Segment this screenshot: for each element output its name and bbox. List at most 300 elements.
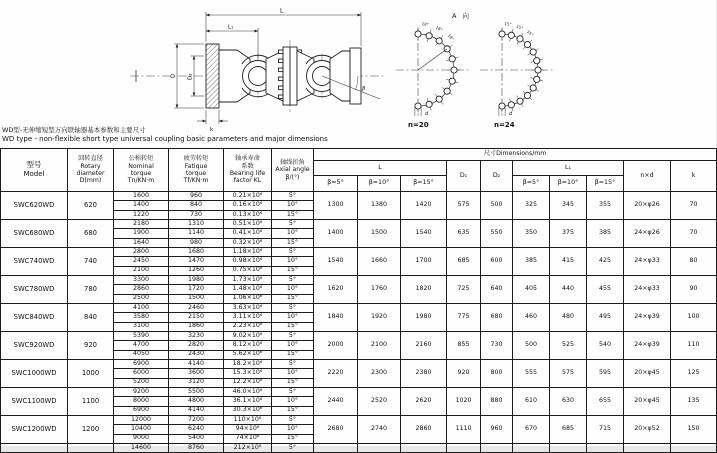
cell-D2: 680 — [481, 303, 513, 331]
cell-bearing-life: 9.02×10⁶ — [224, 331, 272, 340]
cell-nominal-torque: 5390 — [114, 331, 169, 340]
cell-nominal-torque: 2450 — [114, 257, 169, 266]
cell-axial-angle: 5° — [272, 303, 314, 312]
table-row — [1, 192, 717, 201]
cell-bearing-life: 3.11×10⁶ — [224, 313, 272, 322]
cell-diameter: 920 — [68, 331, 114, 359]
cell-fatigue-torque: 980 — [169, 238, 224, 247]
cell-L1-beta15: 495 — [587, 303, 624, 331]
table-row — [1, 387, 717, 396]
kl-header-zh1: 轴承寿命 — [235, 155, 260, 163]
cell-L-beta15: 1820 — [401, 275, 447, 303]
cell-model: SWC680WD — [1, 219, 68, 247]
cell-L1-beta5: 385 — [513, 247, 550, 275]
cell-axial-angle: 10° — [272, 285, 314, 294]
cell-axial-angle: 15° — [272, 434, 314, 443]
tn-header-zh: 公称转矩 — [128, 155, 154, 163]
cell-L1-beta5: 325 — [513, 192, 550, 220]
cell-diameter: 680 — [68, 219, 114, 247]
cell-L1-beta15: 385 — [587, 219, 624, 247]
cell-axial-angle: 15° — [272, 350, 314, 359]
cell-fatigue-torque: 960 — [169, 192, 224, 201]
cell-axial-angle: 15° — [272, 266, 314, 275]
cell-fatigue-torque: 1680 — [169, 247, 224, 256]
bolt-angle-label: 15° — [525, 28, 535, 38]
cell-empty — [481, 443, 513, 452]
cell-nxd: 20×φ45 — [624, 359, 671, 387]
right-yoke — [330, 51, 350, 101]
cell-L-beta5: 2220 — [314, 359, 358, 387]
bolt-count-label-n20: n=20 — [408, 121, 429, 129]
cell-bearing-life: 1.18×10⁶ — [224, 247, 272, 256]
cell-fatigue-torque: 1140 — [169, 229, 224, 238]
angle-header-sym: β/(°) — [285, 173, 300, 181]
cell-bearing-life: 1.06×10⁶ — [224, 294, 272, 303]
cell-L-beta10: 2100 — [358, 331, 401, 359]
cell-D2: 960 — [481, 415, 513, 443]
cell-k: 90 — [671, 275, 717, 303]
model-header-zh: 型号 — [26, 160, 42, 170]
cell-bearing-life: 46.0×10⁶ — [224, 387, 272, 396]
cell-axial-angle: 5° — [272, 359, 314, 368]
cell-nominal-torque: 8000 — [114, 397, 169, 406]
cell-k: 100 — [671, 303, 717, 331]
spec-table — [0, 148, 717, 453]
cell-L-beta10: 1920 — [358, 303, 401, 331]
cell-bearing-life: 0.75×10⁶ — [224, 266, 272, 275]
diameter-header-en1: Rotary — [80, 162, 101, 170]
cell-axial-angle: 10° — [272, 313, 314, 322]
cell-nominal-torque: 3100 — [114, 322, 169, 331]
cell-nxd: 24×φ26 — [624, 219, 671, 247]
cell-L-beta10: 1380 — [358, 192, 401, 220]
cell-fatigue-torque: 1470 — [169, 257, 224, 266]
table-row — [1, 359, 717, 368]
bolt-angle-label: 18° — [434, 24, 444, 33]
cell-nominal-torque: 12000 — [114, 415, 169, 424]
cell-nominal-torque: 2860 — [114, 285, 169, 294]
cell-L1-beta5: 670 — [513, 415, 550, 443]
cell-k: 150 — [671, 415, 717, 443]
cell-L-beta15: 1540 — [401, 219, 447, 247]
cell-D1: 685 — [447, 247, 481, 275]
diameter-header-sym: D(mm) — [79, 177, 102, 185]
cell-L1-beta5: 460 — [513, 303, 550, 331]
bolt-angle-label: 15° — [504, 20, 512, 27]
cell-D1: 635 — [447, 219, 481, 247]
title-chinese: WD型-无伸缩短型万向联轴器基本参数和主要尺寸 — [2, 126, 146, 134]
cell-model: SWC920WD — [1, 331, 68, 359]
cell-model: SWC620WD — [1, 192, 68, 220]
cell-axial-angle: 5° — [272, 387, 314, 396]
table-row — [1, 303, 717, 312]
col-header-D1: D₁ — [447, 161, 481, 192]
cell-diameter: 1100 — [68, 387, 114, 415]
k-label: k — [210, 127, 214, 133]
col-header-L1-beta10: β=10° — [550, 176, 587, 192]
cell-axial-angle: 15° — [272, 210, 314, 219]
cell-nominal-torque: 1220 — [114, 210, 169, 219]
cell-axial-angle: 10° — [272, 425, 314, 434]
cell-bearing-life: 0.32×10⁶ — [224, 238, 272, 247]
cell-fatigue-torque: 7200 — [169, 415, 224, 424]
cell-fatigue-torque: 2150 — [169, 313, 224, 322]
d-label: d — [425, 111, 429, 117]
cell-nominal-torque: 1900 — [114, 229, 169, 238]
cell-nominal-torque: 4050 — [114, 350, 169, 359]
cell-fatigue-torque: 2820 — [169, 341, 224, 350]
cell-fatigue-torque: 840 — [169, 201, 224, 210]
kl-header-zh2: 系数 — [241, 162, 254, 170]
cell-nxd: 24×φ39 — [624, 331, 671, 359]
table-row — [1, 247, 717, 256]
cell-D2: 730 — [481, 331, 513, 359]
cell-empty — [624, 443, 671, 452]
cell-L1-beta10: 375 — [550, 219, 587, 247]
cell-L-beta15: 2160 — [401, 331, 447, 359]
cell-L-beta10: 1660 — [358, 247, 401, 275]
cell-L1-beta15: 425 — [587, 247, 624, 275]
cell-D2: 640 — [481, 275, 513, 303]
cell-axial-angle: 10° — [272, 397, 314, 406]
col-header-k: k — [671, 161, 717, 192]
cell-bearing-life: 0.98×10⁶ — [224, 257, 272, 266]
cell-L-beta5: 1300 — [314, 192, 358, 220]
D2-label: D₂ — [187, 73, 194, 80]
bolt-angle-label: 18° — [421, 21, 430, 28]
cell-nxd: 20×φ26 — [624, 192, 671, 220]
cell-axial-angle: 5° — [272, 331, 314, 340]
cell-L-beta10: 2300 — [358, 359, 401, 387]
cell-diameter: 780 — [68, 275, 114, 303]
cell-fatigue-torque: 730 — [169, 210, 224, 219]
cell-model: SWC840WD — [1, 303, 68, 331]
cell-nominal-torque: 4100 — [114, 303, 169, 312]
cell-nominal-torque: 5200 — [114, 378, 169, 387]
cell-D2: 550 — [481, 219, 513, 247]
col-header-L1-beta15: β=15° — [587, 176, 624, 192]
bolt-circle-view-n20 — [396, 22, 478, 122]
col-header-L1: L₁ — [513, 161, 624, 176]
cell-L-beta15: 1980 — [401, 303, 447, 331]
cell-D1: 725 — [447, 275, 481, 303]
cell-L1-beta10: 630 — [550, 387, 587, 415]
cell-L-beta15: 1420 — [401, 192, 447, 220]
cell-D1: 775 — [447, 303, 481, 331]
cell-diameter — [68, 443, 114, 452]
cell-bearing-life: 30.3×10⁶ — [224, 406, 272, 415]
cell-empty — [401, 443, 447, 452]
cell-nxd: 24×φ39 — [624, 303, 671, 331]
cell-fatigue-torque: 1310 — [169, 219, 224, 228]
angle-header-en: Axial angle — [275, 166, 310, 174]
cell-axial-angle: 10° — [272, 341, 314, 350]
cell-nominal-torque: 1640 — [114, 238, 169, 247]
cell-D1: 1110 — [447, 415, 481, 443]
cell-nominal-torque: 10400 — [114, 425, 169, 434]
cell-D2: 880 — [481, 387, 513, 415]
cell-axial-angle: 5° — [272, 275, 314, 284]
cell-axial-angle: 5° — [272, 443, 314, 452]
center-flange-right — [290, 47, 297, 105]
cell-bearing-life: 0.41×10⁶ — [224, 229, 272, 238]
cell-nxd: 20×φ45 — [624, 387, 671, 415]
right-flange — [350, 48, 361, 104]
cell-bearing-life: 15.3×10⁶ — [224, 369, 272, 378]
cell-axial-angle: 10° — [272, 257, 314, 266]
cell-fatigue-torque: 2460 — [169, 303, 224, 312]
col-header-dimensions: 尺寸Dimensions/mm — [314, 149, 717, 161]
cell-D1: 1020 — [447, 387, 481, 415]
cell-L-beta10: 1500 — [358, 219, 401, 247]
cell-k: 80 — [671, 247, 717, 275]
col-header-nominal-torque — [114, 149, 169, 192]
bolt-angle-label: 15° — [515, 23, 525, 31]
col-header-nxd: n×d — [624, 161, 671, 192]
cell-L-beta5: 1620 — [314, 275, 358, 303]
cell-axial-angle: 15° — [272, 378, 314, 387]
cell-bearing-life: 18.2×10⁶ — [224, 359, 272, 368]
cell-axial-angle: 10° — [272, 229, 314, 238]
table-row — [1, 275, 717, 284]
D-label: D — [170, 73, 177, 78]
cell-L1-beta10: 685 — [550, 415, 587, 443]
cell-empty — [671, 443, 717, 452]
col-header-L: L — [314, 161, 447, 176]
col-header-D2: D₂ — [481, 161, 513, 192]
cell-L-beta10: 2740 — [358, 415, 401, 443]
cell-nominal-torque: 1600 — [114, 192, 169, 201]
cell-nominal-torque: 6900 — [114, 359, 169, 368]
cell-L1-beta15: 455 — [587, 275, 624, 303]
col-header-L-beta10: β=10° — [358, 176, 401, 192]
tn-header-en2: torque — [130, 170, 152, 177]
cell-L1-beta5: 405 — [513, 275, 550, 303]
table-row — [1, 415, 717, 424]
cell-model: SWC1100WD — [1, 387, 68, 415]
cell-axial-angle: 15° — [272, 322, 314, 331]
diameter-header-zh: 回转直径 — [78, 155, 103, 163]
cell-empty — [587, 443, 624, 452]
cell-axial-angle: 5° — [272, 415, 314, 424]
tn-header-en1: Nominal — [128, 162, 154, 170]
tf-header-zh: 疲劳转矩 — [183, 155, 209, 163]
cell-model — [1, 443, 68, 452]
cell-nominal-torque: 4700 — [114, 341, 169, 350]
cell-L-beta5: 2440 — [314, 387, 358, 415]
cell-nominal-torque: 2500 — [114, 294, 169, 303]
cell-axial-angle: 10° — [272, 201, 314, 210]
left-flange — [206, 44, 219, 108]
cell-diameter: 1200 — [68, 415, 114, 443]
center-flange-left — [283, 47, 290, 105]
cell-nominal-torque: 6000 — [114, 369, 169, 378]
cell-nominal-torque: 2100 — [114, 266, 169, 275]
cell-L1-beta10: 525 — [550, 331, 587, 359]
cell-D2: 800 — [481, 359, 513, 387]
cell-L-beta15: 2380 — [401, 359, 447, 387]
cell-L1-beta15: 655 — [587, 387, 624, 415]
cell-diameter: 620 — [68, 192, 114, 220]
col-header-L1-beta5: β=5° — [513, 176, 550, 192]
cell-L1-beta15: 715 — [587, 415, 624, 443]
cell-L1-beta10: 575 — [550, 359, 587, 387]
cell-nominal-torque: 1400 — [114, 201, 169, 210]
cell-k: 70 — [671, 219, 717, 247]
cell-nominal-torque: 3580 — [114, 313, 169, 322]
cell-empty — [550, 443, 587, 452]
cell-L1-beta10: 415 — [550, 247, 587, 275]
cell-model: SWC1000WD — [1, 359, 68, 387]
cell-bearing-life: 0.21×10⁶ — [224, 192, 272, 201]
L-label: L — [280, 7, 284, 15]
beta-label: β — [362, 86, 366, 92]
kl-header-en1: Bearing life — [229, 170, 266, 177]
table-header — [1, 149, 717, 192]
tf-header-sym: Tf/KN·m — [183, 177, 209, 185]
cell-nominal-torque: 9200 — [114, 387, 169, 396]
col-header-axial-angle — [272, 149, 314, 192]
cell-L1-beta15: 595 — [587, 359, 624, 387]
col-header-diameter — [68, 149, 114, 192]
cell-L-beta5: 1400 — [314, 219, 358, 247]
cell-L-beta10: 1760 — [358, 275, 401, 303]
tf-header-en2: torque — [185, 170, 207, 177]
cell-empty — [447, 443, 481, 452]
cell-diameter: 740 — [68, 247, 114, 275]
cell-L-beta15: 2860 — [401, 415, 447, 443]
cell-model: SWC1200WD — [1, 415, 68, 443]
cell-L1-beta5: 555 — [513, 359, 550, 387]
cell-fatigue-torque: 4140 — [169, 406, 224, 415]
cell-fatigue-torque: 3120 — [169, 378, 224, 387]
cell-bearing-life: 74×10⁶ — [224, 434, 272, 443]
cell-L1-beta5: 350 — [513, 219, 550, 247]
coupling-drawing — [118, 0, 392, 148]
model-header-en: Model — [23, 170, 45, 179]
cell-diameter: 1000 — [68, 359, 114, 387]
title-english: WD type - non-flexible short type universal coupling basic parameters and major dimensions — [2, 135, 328, 143]
cell-nominal-torque: 14600 — [114, 443, 169, 452]
cell-fatigue-torque: 8760 — [169, 443, 224, 452]
cell-L-beta5: 1540 — [314, 247, 358, 275]
col-header-bearing-life — [224, 149, 272, 192]
cell-fatigue-torque: 2430 — [169, 350, 224, 359]
cell-axial-angle: 5° — [272, 247, 314, 256]
cell-nominal-torque: 2800 — [114, 247, 169, 256]
cell-nxd: 24×φ33 — [624, 275, 671, 303]
cell-L1-beta15: 540 — [587, 331, 624, 359]
col-header-L-beta15: β=15° — [401, 176, 447, 192]
coupling-body — [206, 44, 361, 108]
cell-model: SWC780WD — [1, 275, 68, 303]
cell-fatigue-torque: 1860 — [169, 322, 224, 331]
L1-label: L₁ — [228, 24, 234, 31]
cell-k: 135 — [671, 387, 717, 415]
cell-axial-angle: 10° — [272, 369, 314, 378]
bolt-count-label-n24: n=24 — [494, 121, 515, 129]
view-a-label: A 向 — [452, 12, 472, 20]
col-header-model — [1, 149, 68, 192]
col-header-L-beta5: β=5° — [314, 176, 358, 192]
cell-fatigue-torque: 3230 — [169, 331, 224, 340]
cell-bearing-life: 94×10⁶ — [224, 425, 272, 434]
cell-L-beta5: 2680 — [314, 415, 358, 443]
diameter-header-en2: diameter — [76, 170, 105, 177]
table-row — [1, 331, 717, 340]
cell-fatigue-torque: 1500 — [169, 294, 224, 303]
cell-bearing-life: 0.16×10⁶ — [224, 201, 272, 210]
cell-D1: 575 — [447, 192, 481, 220]
cell-fatigue-torque: 3600 — [169, 369, 224, 378]
cell-L1-beta10: 345 — [550, 192, 587, 220]
cell-axial-angle: 15° — [272, 294, 314, 303]
cell-fatigue-torque: 4140 — [169, 359, 224, 368]
cell-diameter: 840 — [68, 303, 114, 331]
cell-D2: 600 — [481, 247, 513, 275]
cell-axial-angle: 5° — [272, 219, 314, 228]
cell-nominal-torque: 9000 — [114, 434, 169, 443]
cell-bearing-life: 1.48×10⁶ — [224, 285, 272, 294]
cell-L1-beta15: 355 — [587, 192, 624, 220]
cell-bearing-life: 0.13×10⁶ — [224, 210, 272, 219]
cell-fatigue-torque: 1980 — [169, 275, 224, 284]
cell-L-beta15: 1700 — [401, 247, 447, 275]
cell-nominal-torque: 2180 — [114, 219, 169, 228]
cell-bearing-life: 36.1×10⁶ — [224, 397, 272, 406]
cell-k: 125 — [671, 359, 717, 387]
cell-fatigue-torque: 6240 — [169, 425, 224, 434]
cell-bearing-life: 212×10⁶ — [224, 443, 272, 452]
cell-bearing-life: 2.23×10⁶ — [224, 322, 272, 331]
cell-bearing-life: 0.51×10⁶ — [224, 219, 272, 228]
cell-L1-beta10: 440 — [550, 275, 587, 303]
tn-header-sym: Tn/KN·m — [127, 177, 155, 185]
cell-k: 70 — [671, 192, 717, 220]
angle-header-zh: 轴线折角 — [280, 159, 305, 167]
cell-empty — [314, 443, 358, 452]
cell-bearing-life: 110×10⁶ — [224, 415, 272, 424]
cell-axial-angle: 5° — [272, 192, 314, 201]
cell-bearing-life: 1.73×10⁶ — [224, 275, 272, 284]
cell-D1: 855 — [447, 331, 481, 359]
cell-nxd: 20×φ52 — [624, 415, 671, 443]
cell-fatigue-torque: 1260 — [169, 266, 224, 275]
cell-L-beta5: 1840 — [314, 303, 358, 331]
cell-bearing-life: 5.62×10⁶ — [224, 350, 272, 359]
bolt-angle-label: 18° — [446, 32, 456, 42]
table-body — [1, 192, 717, 453]
cell-fatigue-torque: 5400 — [169, 434, 224, 443]
cell-L-beta10: 2520 — [358, 387, 401, 415]
tf-header-en1: Fatique — [184, 162, 208, 170]
bolt-circle-view-n24 — [480, 22, 562, 122]
cell-fatigue-torque: 4800 — [169, 397, 224, 406]
cell-nominal-torque: 3300 — [114, 275, 169, 284]
cell-bearing-life: 8.12×10⁶ — [224, 341, 272, 350]
cell-D2: 500 — [481, 192, 513, 220]
cell-L1-beta10: 480 — [550, 303, 587, 331]
kl-header-en2: factor KL — [233, 177, 262, 185]
cell-empty — [513, 443, 550, 452]
cell-empty — [358, 443, 401, 452]
cell-fatigue-torque: 5500 — [169, 387, 224, 396]
cell-L-beta15: 2620 — [401, 387, 447, 415]
cell-nominal-torque: 6900 — [114, 406, 169, 415]
cell-model: SWC740WD — [1, 247, 68, 275]
cell-axial-angle: 15° — [272, 238, 314, 247]
cell-L1-beta5: 500 — [513, 331, 550, 359]
